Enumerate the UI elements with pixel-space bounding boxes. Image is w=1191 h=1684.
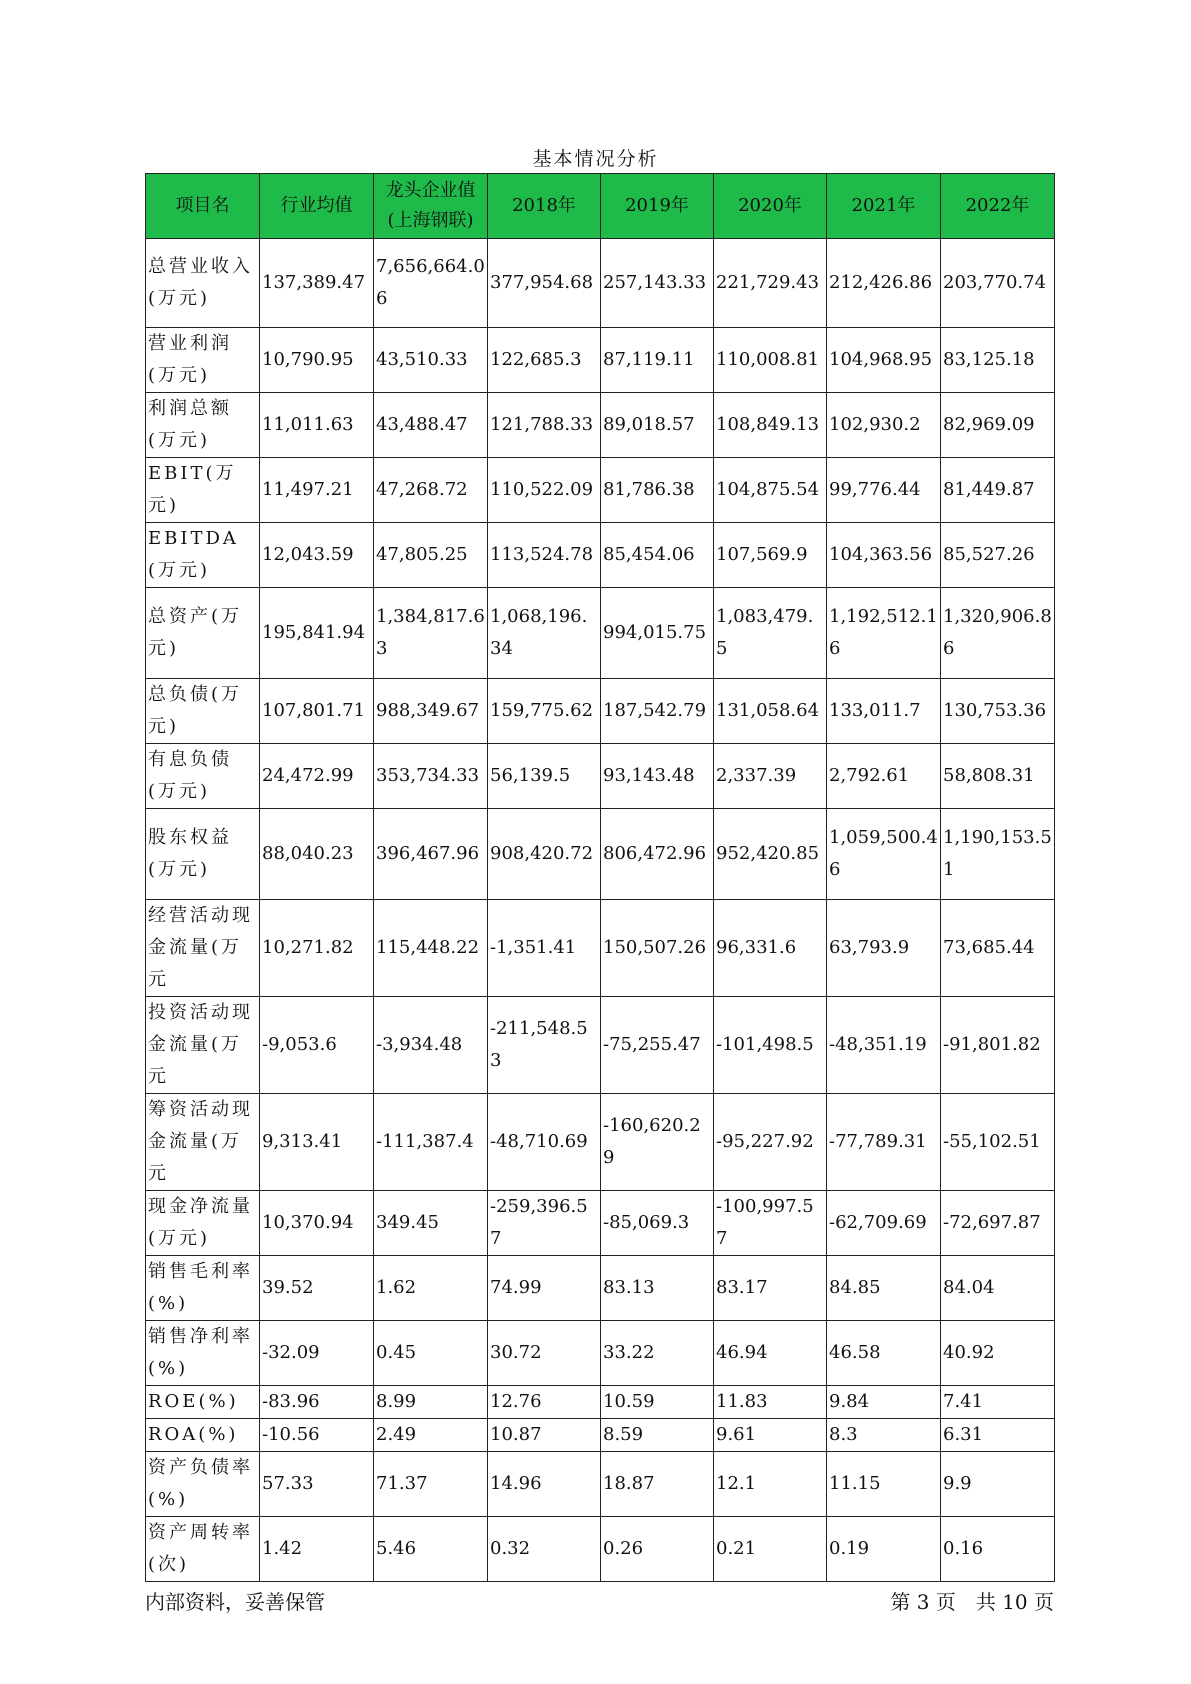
row-label: 投资活动现金流量(万元 (146, 997, 260, 1094)
table-cell: 994,015.75 (601, 588, 714, 679)
table-cell: 9.61 (714, 1419, 827, 1452)
table-row (146, 900, 1055, 997)
table-cell: 10.87 (488, 1419, 601, 1452)
table-cell: 8.59 (601, 1419, 714, 1452)
table-cell: 396,467.96 (374, 809, 488, 900)
table-cell: 159,775.62 (488, 679, 601, 744)
table-cell: 7.41 (941, 1386, 1055, 1419)
table-cell: 1.62 (374, 1256, 488, 1321)
table-cell: 187,542.79 (601, 679, 714, 744)
table-cell: 11,011.63 (260, 393, 374, 458)
table-cell: 104,363.56 (827, 523, 941, 588)
table-row (146, 1452, 1055, 1517)
table-cell: 11,497.21 (260, 458, 374, 523)
table-cell: 0.26 (601, 1517, 714, 1582)
table-cell: 150,507.26 (601, 900, 714, 997)
row-label: 现金净流量(万元) (146, 1191, 260, 1256)
table-cell: 89,018.57 (601, 393, 714, 458)
table-cell: 0.19 (827, 1517, 941, 1582)
table-cell: 47,268.72 (374, 458, 488, 523)
row-label: 销售毛利率(%) (146, 1256, 260, 1321)
table-cell: -10.56 (260, 1419, 374, 1452)
header-cell: 项目名 (146, 174, 260, 239)
table-cell: 58,808.31 (941, 744, 1055, 809)
table-cell: 12,043.59 (260, 523, 374, 588)
row-label: EBIT(万元) (146, 458, 260, 523)
table-cell: 56,139.5 (488, 744, 601, 809)
table-cell: 99,776.44 (827, 458, 941, 523)
table-row (146, 744, 1055, 809)
table-cell: 107,569.9 (714, 523, 827, 588)
table-cell: 110,522.09 (488, 458, 601, 523)
table-cell: -62,709.69 (827, 1191, 941, 1256)
table-cell: 93,143.48 (601, 744, 714, 809)
table-cell: -77,789.31 (827, 1094, 941, 1191)
table-cell: -91,801.82 (941, 997, 1055, 1094)
table-cell: 1,083,479.5 (714, 588, 827, 679)
footer-confidential-note: 内部资料，妥善保管 (145, 1590, 325, 1614)
table-cell: 133,011.7 (827, 679, 941, 744)
table-cell: 2,792.61 (827, 744, 941, 809)
table-row (146, 458, 1055, 523)
table-cell: 122,685.3 (488, 328, 601, 393)
table-cell: 43,510.33 (374, 328, 488, 393)
table-cell: 7,656,664.06 (374, 239, 488, 328)
table-cell: 6.31 (941, 1419, 1055, 1452)
table-cell: 71.37 (374, 1452, 488, 1517)
table-cell: 83,125.18 (941, 328, 1055, 393)
table-cell: 47,805.25 (374, 523, 488, 588)
header-cell: 龙头企业值(上海钢联) (374, 174, 488, 239)
table-cell: 11.15 (827, 1452, 941, 1517)
table-cell: 12.76 (488, 1386, 601, 1419)
table-cell: 96,331.6 (714, 900, 827, 997)
table-cell: -1,351.41 (488, 900, 601, 997)
table-cell: 104,968.95 (827, 328, 941, 393)
table-row (146, 1094, 1055, 1191)
table-cell: -75,255.47 (601, 997, 714, 1094)
table-row (146, 997, 1055, 1094)
table-cell: 113,524.78 (488, 523, 601, 588)
table-row (146, 1386, 1055, 1419)
table-cell: 349.45 (374, 1191, 488, 1256)
row-label: 销售净利率(%) (146, 1321, 260, 1386)
table-cell: 46.58 (827, 1321, 941, 1386)
table-cell: 74.99 (488, 1256, 601, 1321)
row-label: 有息负债(万元) (146, 744, 260, 809)
table-cell: 2.49 (374, 1419, 488, 1452)
table-cell: 18.87 (601, 1452, 714, 1517)
table-cell: 102,930.2 (827, 393, 941, 458)
row-label: 经营活动现金流量(万元 (146, 900, 260, 997)
table-cell: 40.92 (941, 1321, 1055, 1386)
table-cell: -111,387.4 (374, 1094, 488, 1191)
table-row (146, 328, 1055, 393)
table-cell: -95,227.92 (714, 1094, 827, 1191)
row-label: 总营业收入(万元) (146, 239, 260, 328)
table-cell: 107,801.71 (260, 679, 374, 744)
table-cell: 988,349.67 (374, 679, 488, 744)
table-cell: 221,729.43 (714, 239, 827, 328)
table-cell: 0.32 (488, 1517, 601, 1582)
table-cell: 10,271.82 (260, 900, 374, 997)
table-cell: 0.16 (941, 1517, 1055, 1582)
table-cell: 46.94 (714, 1321, 827, 1386)
table-cell: 195,841.94 (260, 588, 374, 679)
table-cell: 88,040.23 (260, 809, 374, 900)
table-cell: -48,710.69 (488, 1094, 601, 1191)
table-cell: 131,058.64 (714, 679, 827, 744)
table-cell: 14.96 (488, 1452, 601, 1517)
table-row (146, 393, 1055, 458)
table-cell: -9,053.6 (260, 997, 374, 1094)
table-cell: -32.09 (260, 1321, 374, 1386)
table-row (146, 1419, 1055, 1452)
table-cell: 1,192,512.16 (827, 588, 941, 679)
table-cell: -211,548.53 (488, 997, 601, 1094)
table-cell: 83.17 (714, 1256, 827, 1321)
table-cell: 121,788.33 (488, 393, 601, 458)
table-cell: 377,954.68 (488, 239, 601, 328)
table-cell: -160,620.29 (601, 1094, 714, 1191)
row-label: 股东权益(万元) (146, 809, 260, 900)
table-cell: 8.99 (374, 1386, 488, 1419)
table-cell: 83.13 (601, 1256, 714, 1321)
table-cell: 1,190,153.51 (941, 809, 1055, 900)
table-cell: 115,448.22 (374, 900, 488, 997)
row-label: EBITDA(万元) (146, 523, 260, 588)
table-cell: 73,685.44 (941, 900, 1055, 997)
table-cell: 212,426.86 (827, 239, 941, 328)
table-cell: 1,384,817.63 (374, 588, 488, 679)
table-row (146, 239, 1055, 328)
table-cell: 1,068,196.34 (488, 588, 601, 679)
table-cell: 57.33 (260, 1452, 374, 1517)
table-cell: -101,498.5 (714, 997, 827, 1094)
table-cell: 5.46 (374, 1517, 488, 1582)
table-cell: 10,370.94 (260, 1191, 374, 1256)
header-cell: 2019年 (601, 174, 714, 239)
table-cell: 110,008.81 (714, 328, 827, 393)
header-cell: 2018年 (488, 174, 601, 239)
table-cell: 24,472.99 (260, 744, 374, 809)
table-row (146, 1321, 1055, 1386)
table-cell: 43,488.47 (374, 393, 488, 458)
table-cell: 257,143.33 (601, 239, 714, 328)
table-body (146, 239, 1055, 1582)
table-cell: 10,790.95 (260, 328, 374, 393)
table-cell: -83.96 (260, 1386, 374, 1419)
table-cell: 87,119.11 (601, 328, 714, 393)
table-cell: -48,351.19 (827, 997, 941, 1094)
table-cell: 8.3 (827, 1419, 941, 1452)
table-cell: 952,420.85 (714, 809, 827, 900)
table-cell: 108,849.13 (714, 393, 827, 458)
table-cell: 33.22 (601, 1321, 714, 1386)
table-cell: 30.72 (488, 1321, 601, 1386)
table-cell: 0.21 (714, 1517, 827, 1582)
table-cell: -100,997.57 (714, 1191, 827, 1256)
header-cell: 2020年 (714, 174, 827, 239)
table-row (146, 1256, 1055, 1321)
table-cell: -259,396.57 (488, 1191, 601, 1256)
table-title: 基本情况分析 (532, 148, 659, 170)
table-cell: 130,753.36 (941, 679, 1055, 744)
table-cell: -55,102.51 (941, 1094, 1055, 1191)
row-label: ROA(%) (146, 1419, 260, 1452)
table-cell: 9,313.41 (260, 1094, 374, 1191)
header-cell: 2022年 (941, 174, 1055, 239)
table-cell: 137,389.47 (260, 239, 374, 328)
table-cell: 63,793.9 (827, 900, 941, 997)
table-row (146, 1191, 1055, 1256)
table-cell: 0.45 (374, 1321, 488, 1386)
table-cell: -72,697.87 (941, 1191, 1055, 1256)
table-cell: 203,770.74 (941, 239, 1055, 328)
row-label: 资产负债率(%) (146, 1452, 260, 1517)
table-cell: 85,527.26 (941, 523, 1055, 588)
row-label: 筹资活动现金流量(万元 (146, 1094, 260, 1191)
row-label: ROE(%) (146, 1386, 260, 1419)
table-row (146, 809, 1055, 900)
row-label: 总资产(万元) (146, 588, 260, 679)
row-label: 总负债(万元) (146, 679, 260, 744)
table-cell: 81,449.87 (941, 458, 1055, 523)
table-cell: -85,069.3 (601, 1191, 714, 1256)
table-cell: 10.59 (601, 1386, 714, 1419)
table-cell: 104,875.54 (714, 458, 827, 523)
table-row (146, 1517, 1055, 1582)
table-cell: 84.04 (941, 1256, 1055, 1321)
table-cell: 1.42 (260, 1517, 374, 1582)
table-cell: 12.1 (714, 1452, 827, 1517)
table-cell: 82,969.09 (941, 393, 1055, 458)
table-cell: 81,786.38 (601, 458, 714, 523)
table-cell: 908,420.72 (488, 809, 601, 900)
row-label: 资产周转率(次) (146, 1517, 260, 1582)
table-cell: 85,454.06 (601, 523, 714, 588)
table-row (146, 523, 1055, 588)
table-cell: 84.85 (827, 1256, 941, 1321)
table-row (146, 679, 1055, 744)
table-cell: 1,320,906.86 (941, 588, 1055, 679)
table-cell: 1,059,500.46 (827, 809, 941, 900)
table-cell: 9.9 (941, 1452, 1055, 1517)
financial-table (145, 173, 1055, 1582)
row-label: 利润总额(万元) (146, 393, 260, 458)
header-cell: 2021年 (827, 174, 941, 239)
table-cell: 353,734.33 (374, 744, 488, 809)
table-cell: 39.52 (260, 1256, 374, 1321)
table-cell: 806,472.96 (601, 809, 714, 900)
table-cell: 2,337.39 (714, 744, 827, 809)
table-header-row (146, 174, 1055, 239)
footer-page-number: 第 3 页 共 10 页 (890, 1590, 1054, 1614)
table-cell: 9.84 (827, 1386, 941, 1419)
row-label: 营业利润(万元) (146, 328, 260, 393)
table-cell: 11.83 (714, 1386, 827, 1419)
header-cell: 行业均值 (260, 174, 374, 239)
table-cell: -3,934.48 (374, 997, 488, 1094)
table-row (146, 588, 1055, 679)
